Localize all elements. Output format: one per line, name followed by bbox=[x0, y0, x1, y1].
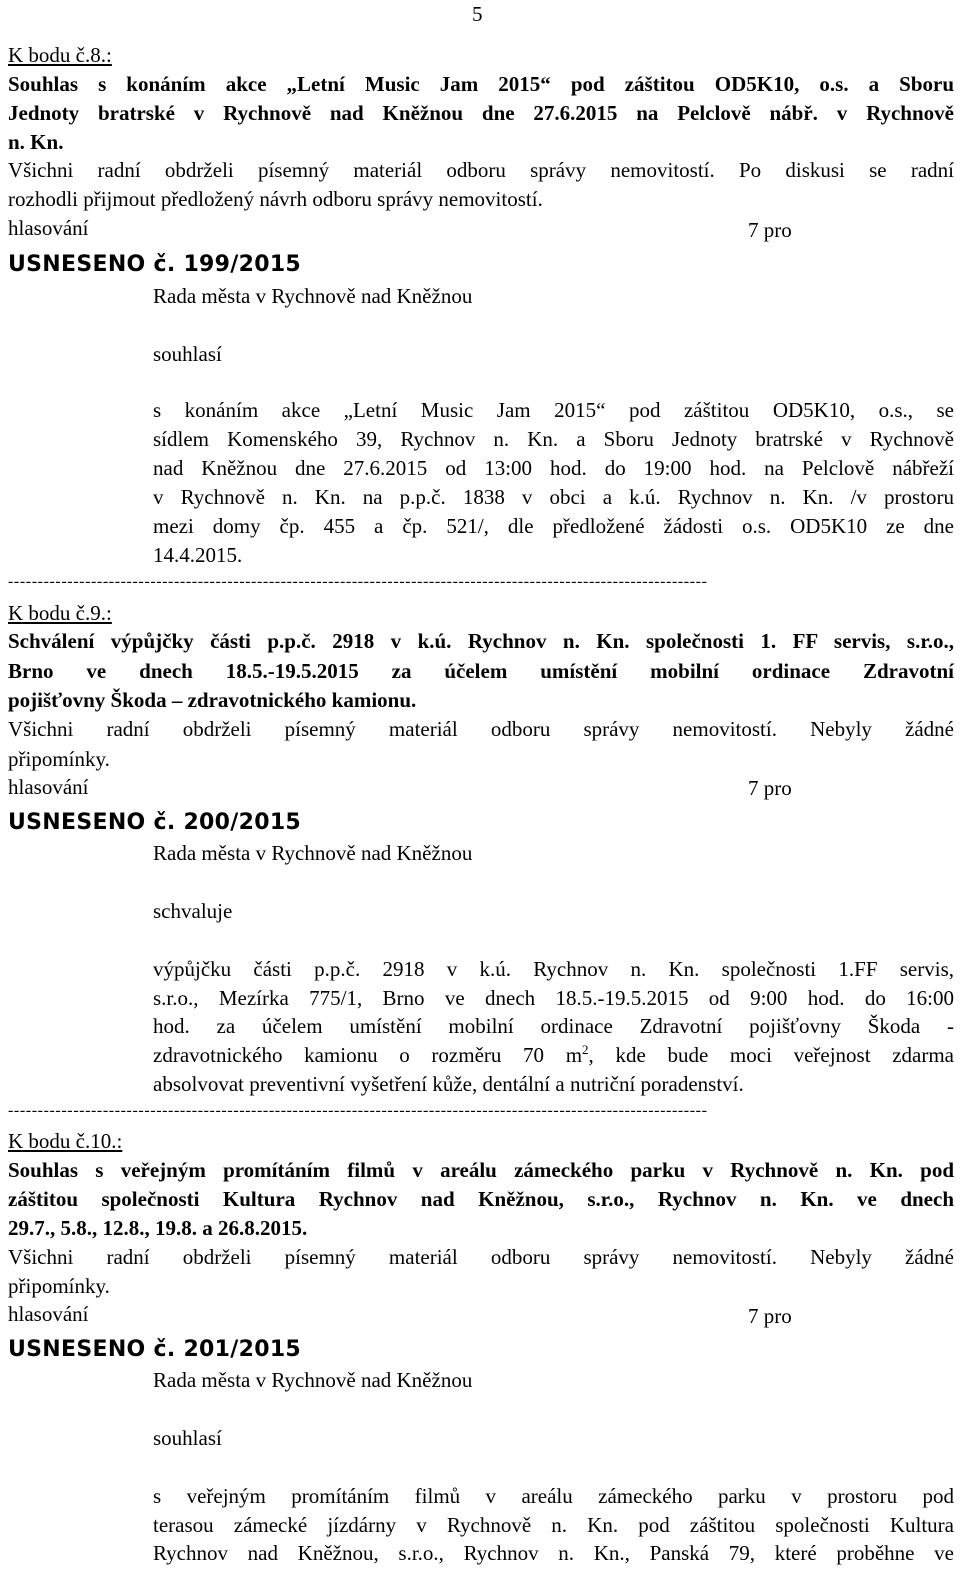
item8-title-line: Souhlas s konáním akce „Letní Music Jam 2015“ pod záštitou OD5K10, o.s. a Sboru bbox=[8, 72, 954, 96]
item9-decision-text: zdravotnického kamionu o rozměru 70 m bbox=[153, 1043, 583, 1067]
superscript-2: 2 bbox=[582, 1042, 589, 1057]
item9-resolution: USNESENO č. 200/2015 bbox=[8, 810, 302, 835]
item9-heading: K bodu č.9.: bbox=[8, 601, 112, 625]
item9-title-line: pojišťovny Škoda – zdravotnického kamionu. bbox=[8, 688, 417, 712]
item10-resolution: USNESENO č. 201/2015 bbox=[8, 1337, 302, 1362]
item10-body-line: Všichni radní obdrželi písemný materiál odboru správy nemovitostí. Nebyly žádné bbox=[8, 1245, 954, 1269]
item9-verb: schvaluje bbox=[153, 899, 233, 923]
item10-title-line: Souhlas s veřejným promítáním filmů v areálu zámeckého parku v Rychnově n. Kn. pod bbox=[8, 1158, 954, 1182]
item8-body-line: Všichni radní obdrželi písemný materiál odboru správy nemovitostí. Po diskusi se radní bbox=[8, 158, 954, 182]
item8-vote-label: hlasování bbox=[8, 216, 89, 240]
item9-decision-line: s.r.o., Mezírka 775/1, Brno ve dnech 18.5.-19.5.2015 od 9:00 hod. do 16:00 bbox=[153, 986, 954, 1010]
item9-title-line: Schválení výpůjčky části p.p.č. 2918 v k.ú. Rychnov n. Kn. společnosti 1. FF servis, s.r.o., bbox=[8, 629, 954, 653]
item10-vote-result: 7 pro bbox=[748, 1304, 792, 1328]
item10-vote-label: hlasování bbox=[8, 1302, 89, 1326]
separator-line: ---------------------------------------------------------------------------------------------------------------------- bbox=[8, 1102, 708, 1119]
item9-decision-line: hod. za účelem umístění mobilní ordinace Zdravotní pojišťovny Škoda - bbox=[153, 1014, 954, 1038]
item8-decision-line: sídlem Komenského 39, Rychnov n. Kn. a Sboru Jednoty bratrské v Rychnově bbox=[153, 427, 954, 451]
item9-body-line: Všichni radní obdrželi písemný materiál odboru správy nemovitostí. Nebyly žádné bbox=[8, 717, 954, 741]
item8-council: Rada města v Rychnově nad Kněžnou bbox=[153, 284, 473, 308]
item8-decision-line: v Rychnově n. Kn. na p.p.č. 1838 v obci a k.ú. Rychnov n. Kn. /v prostoru bbox=[153, 485, 954, 509]
item9-vote-label: hlasování bbox=[8, 775, 89, 799]
separator-line: ---------------------------------------------------------------------------------------------------------------------- bbox=[8, 573, 708, 590]
item10-decision-line: terasou zámecké jízdárny v Rychnově n. Kn. pod záštitou společnosti Kultura bbox=[153, 1513, 954, 1537]
item9-decision-text: , kde bude moci veřejnost zdarma bbox=[588, 1043, 954, 1067]
item9-decision-line: výpůjčku části p.p.č. 2918 v k.ú. Rychnov n. Kn. společnosti 1.FF servis, bbox=[153, 957, 954, 981]
item9-decision-line bbox=[153, 1041, 954, 1070]
item8-decision-line: nad Kněžnou dne 27.6.2015 od 13:00 hod. do 19:00 hod. na Pelclově nábřeží bbox=[153, 456, 954, 480]
item8-heading: K bodu č.8.: bbox=[8, 43, 112, 67]
item8-body-line: rozhodli přijmout předložený návrh odboru správy nemovitostí. bbox=[8, 187, 543, 211]
item9-title-line: Brno ve dnech 18.5.-19.5.2015 za účelem umístění mobilní ordinace Zdravotní bbox=[8, 659, 954, 683]
item10-title-line: 29.7., 5.8., 12.8., 19.8. a 26.8.2015. bbox=[8, 1216, 308, 1240]
item9-council: Rada města v Rychnově nad Kněžnou bbox=[153, 841, 473, 865]
item8-decision-line: 14.4.2015. bbox=[153, 543, 243, 567]
item8-title-line: n. Kn. bbox=[8, 130, 64, 154]
item8-vote-result: 7 pro bbox=[748, 218, 792, 242]
item9-vote-result: 7 pro bbox=[748, 776, 792, 800]
item10-decision-line: Rychnov nad Kněžnou, s.r.o., Rychnov n. Kn., Panská 79, které proběhne ve bbox=[153, 1541, 954, 1565]
item10-decision-line: s veřejným promítáním filmů v areálu zámeckého parku v prostoru pod bbox=[153, 1484, 954, 1508]
item10-verb: souhlasí bbox=[153, 1426, 222, 1450]
item10-heading: K bodu č.10.: bbox=[8, 1129, 123, 1153]
item8-verb: souhlasí bbox=[153, 342, 222, 366]
item10-title-line: záštitou společnosti Kultura Rychnov nad Kněžnou, s.r.o., Rychnov n. Kn. ve dnech bbox=[8, 1187, 954, 1211]
item8-decision-line: s konáním akce „Letní Music Jam 2015“ pod záštitou OD5K10, o.s., se bbox=[153, 398, 954, 422]
page-number: 5 bbox=[472, 2, 483, 26]
item10-council: Rada města v Rychnově nad Kněžnou bbox=[153, 1368, 473, 1392]
item8-resolution: USNESENO č. 199/2015 bbox=[8, 252, 302, 277]
item9-decision-line: absolvovat preventivní vyšetření kůže, dentální a nutriční poradenství. bbox=[153, 1072, 744, 1096]
item8-decision-line: mezi domy čp. 455 a čp. 521/, dle předložené žádosti o.s. OD5K10 ze dne bbox=[153, 514, 954, 538]
item8-title-line: Jednoty bratrské v Rychnově nad Kněžnou dne 27.6.2015 na Pelclově nábř. v Rychnově bbox=[8, 101, 954, 125]
item9-body-line: připomínky. bbox=[8, 747, 110, 771]
item10-body-line: připomínky. bbox=[8, 1274, 110, 1298]
